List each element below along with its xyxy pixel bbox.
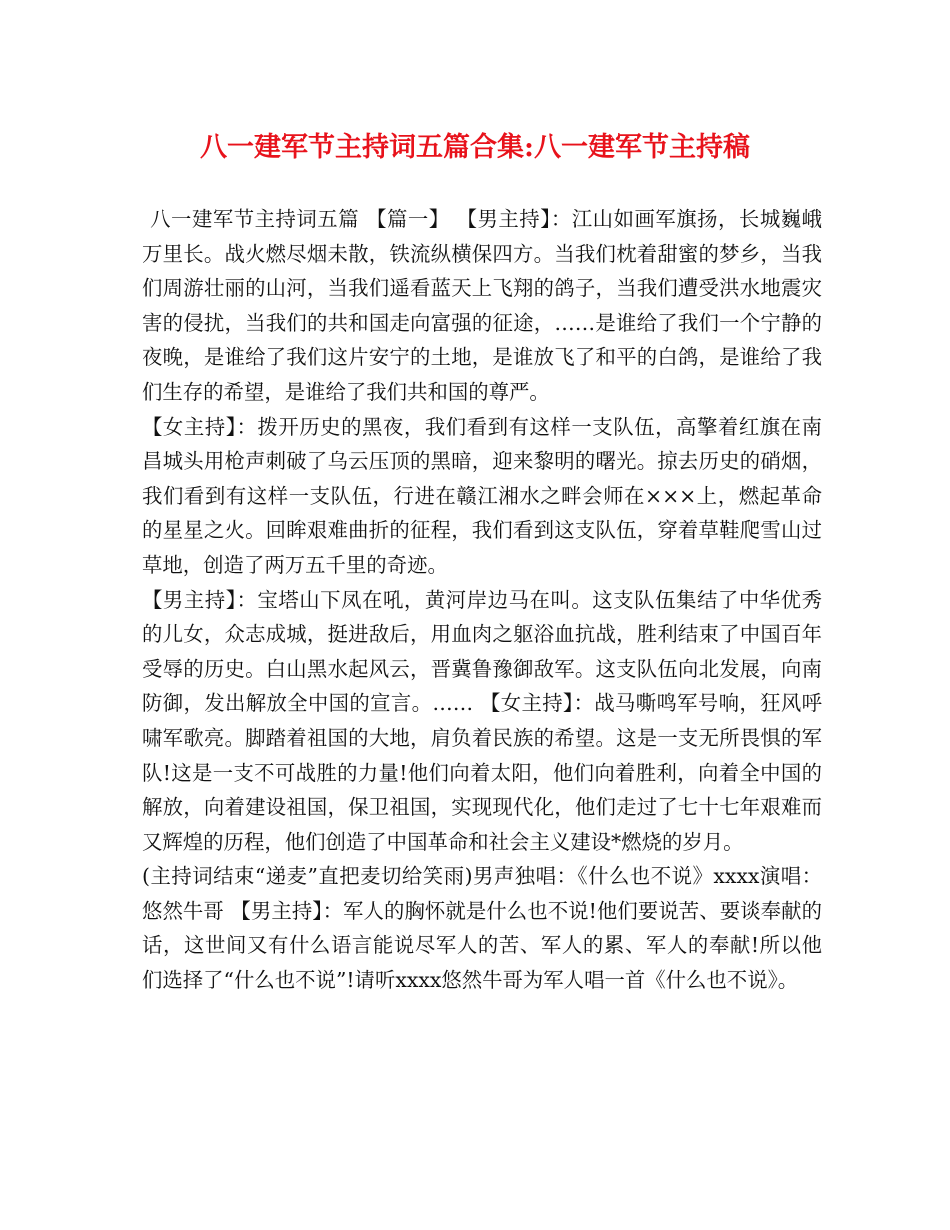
paragraph-3: 【男主持】：宝塔山下凤在吼，黄河岸边马在叫。这支队伍集结了中华优秀的儿女，众志成城，挺进敌后，用血肉之躯浴血抗战，胜利结束了中国百年受辱的历史。白山黑水起风云，晋冀鲁豫御敌军。这支队伍向北发展，向南防御，发出解放全中国的宣言。…… 【女主持】：战马嘶鸣军号响，狂风呼啸军歌亮。脚踏着祖国的大地，肩负着民族的希望。这是一支无所畏惧的军队!这是一支不可战胜的力量!他们向着太阳，他们向着胜利，向着全中国的解放，向着建设祖国，保卫祖国，实现现代化，他们走过了七十七年艰难而又辉煌的历程，他们创造了中国革命和社会主义建设*燃烧的岁月。 — [142, 587, 822, 854]
document-title: 八一建军节主持词五篇合集:八一建军节主持稿 — [200, 132, 750, 163]
paragraph-2: 【女主持】：拨开历史的黑夜，我们看到有这样一支队伍，高擎着红旗在南昌城头用枪声刺破了乌云压顶的黑暗，迎来黎明的曙光。掠去历史的硝烟，我们看到有这样一支队伍，行进在赣江湘水之畔会师在×××上，燃起革命的星星之火。回眸艰难曲折的征程，我们看到这支队伍，穿着草鞋爬雪山过草地，创造了两万五千里的奇迹。 — [142, 414, 822, 577]
document-body — [142, 202, 822, 998]
paragraph-4: (主持词结束“递麦”直把麦切给笑雨)男声独唱：《什么也不说》xxxx演唱：悠然牛哥 【男主持】：军人的胸怀就是什么也不说!他们要说苦、要谈奉献的话，这世间又有什么语言能说尽军人的苦、军人的累、军人的奉献!所以他们选择了“什么也不说”!请听xxxx悠然牛哥为军人唱一首《什么也不说》。 — [142, 864, 822, 993]
paragraph-1: 八一建军节主持词五篇 【篇一】 【男主持】：江山如画军旗扬，长城巍峨万里长。战火燃尽烟未散，铁流纵横保四方。当我们枕着甜蜜的梦乡，当我们周游壮丽的山河，当我们遥看蓝天上飞翔的鸽子，当我们遭受洪水地震灾害的侵扰，当我们的共和国走向富强的征途，……是谁给了我们一个宁静的夜晚，是谁给了我们这片安宁的土地，是谁放飞了和平的白鸽，是谁给了我们生存的希望，是谁给了我们共和国的尊严。 — [142, 207, 822, 404]
